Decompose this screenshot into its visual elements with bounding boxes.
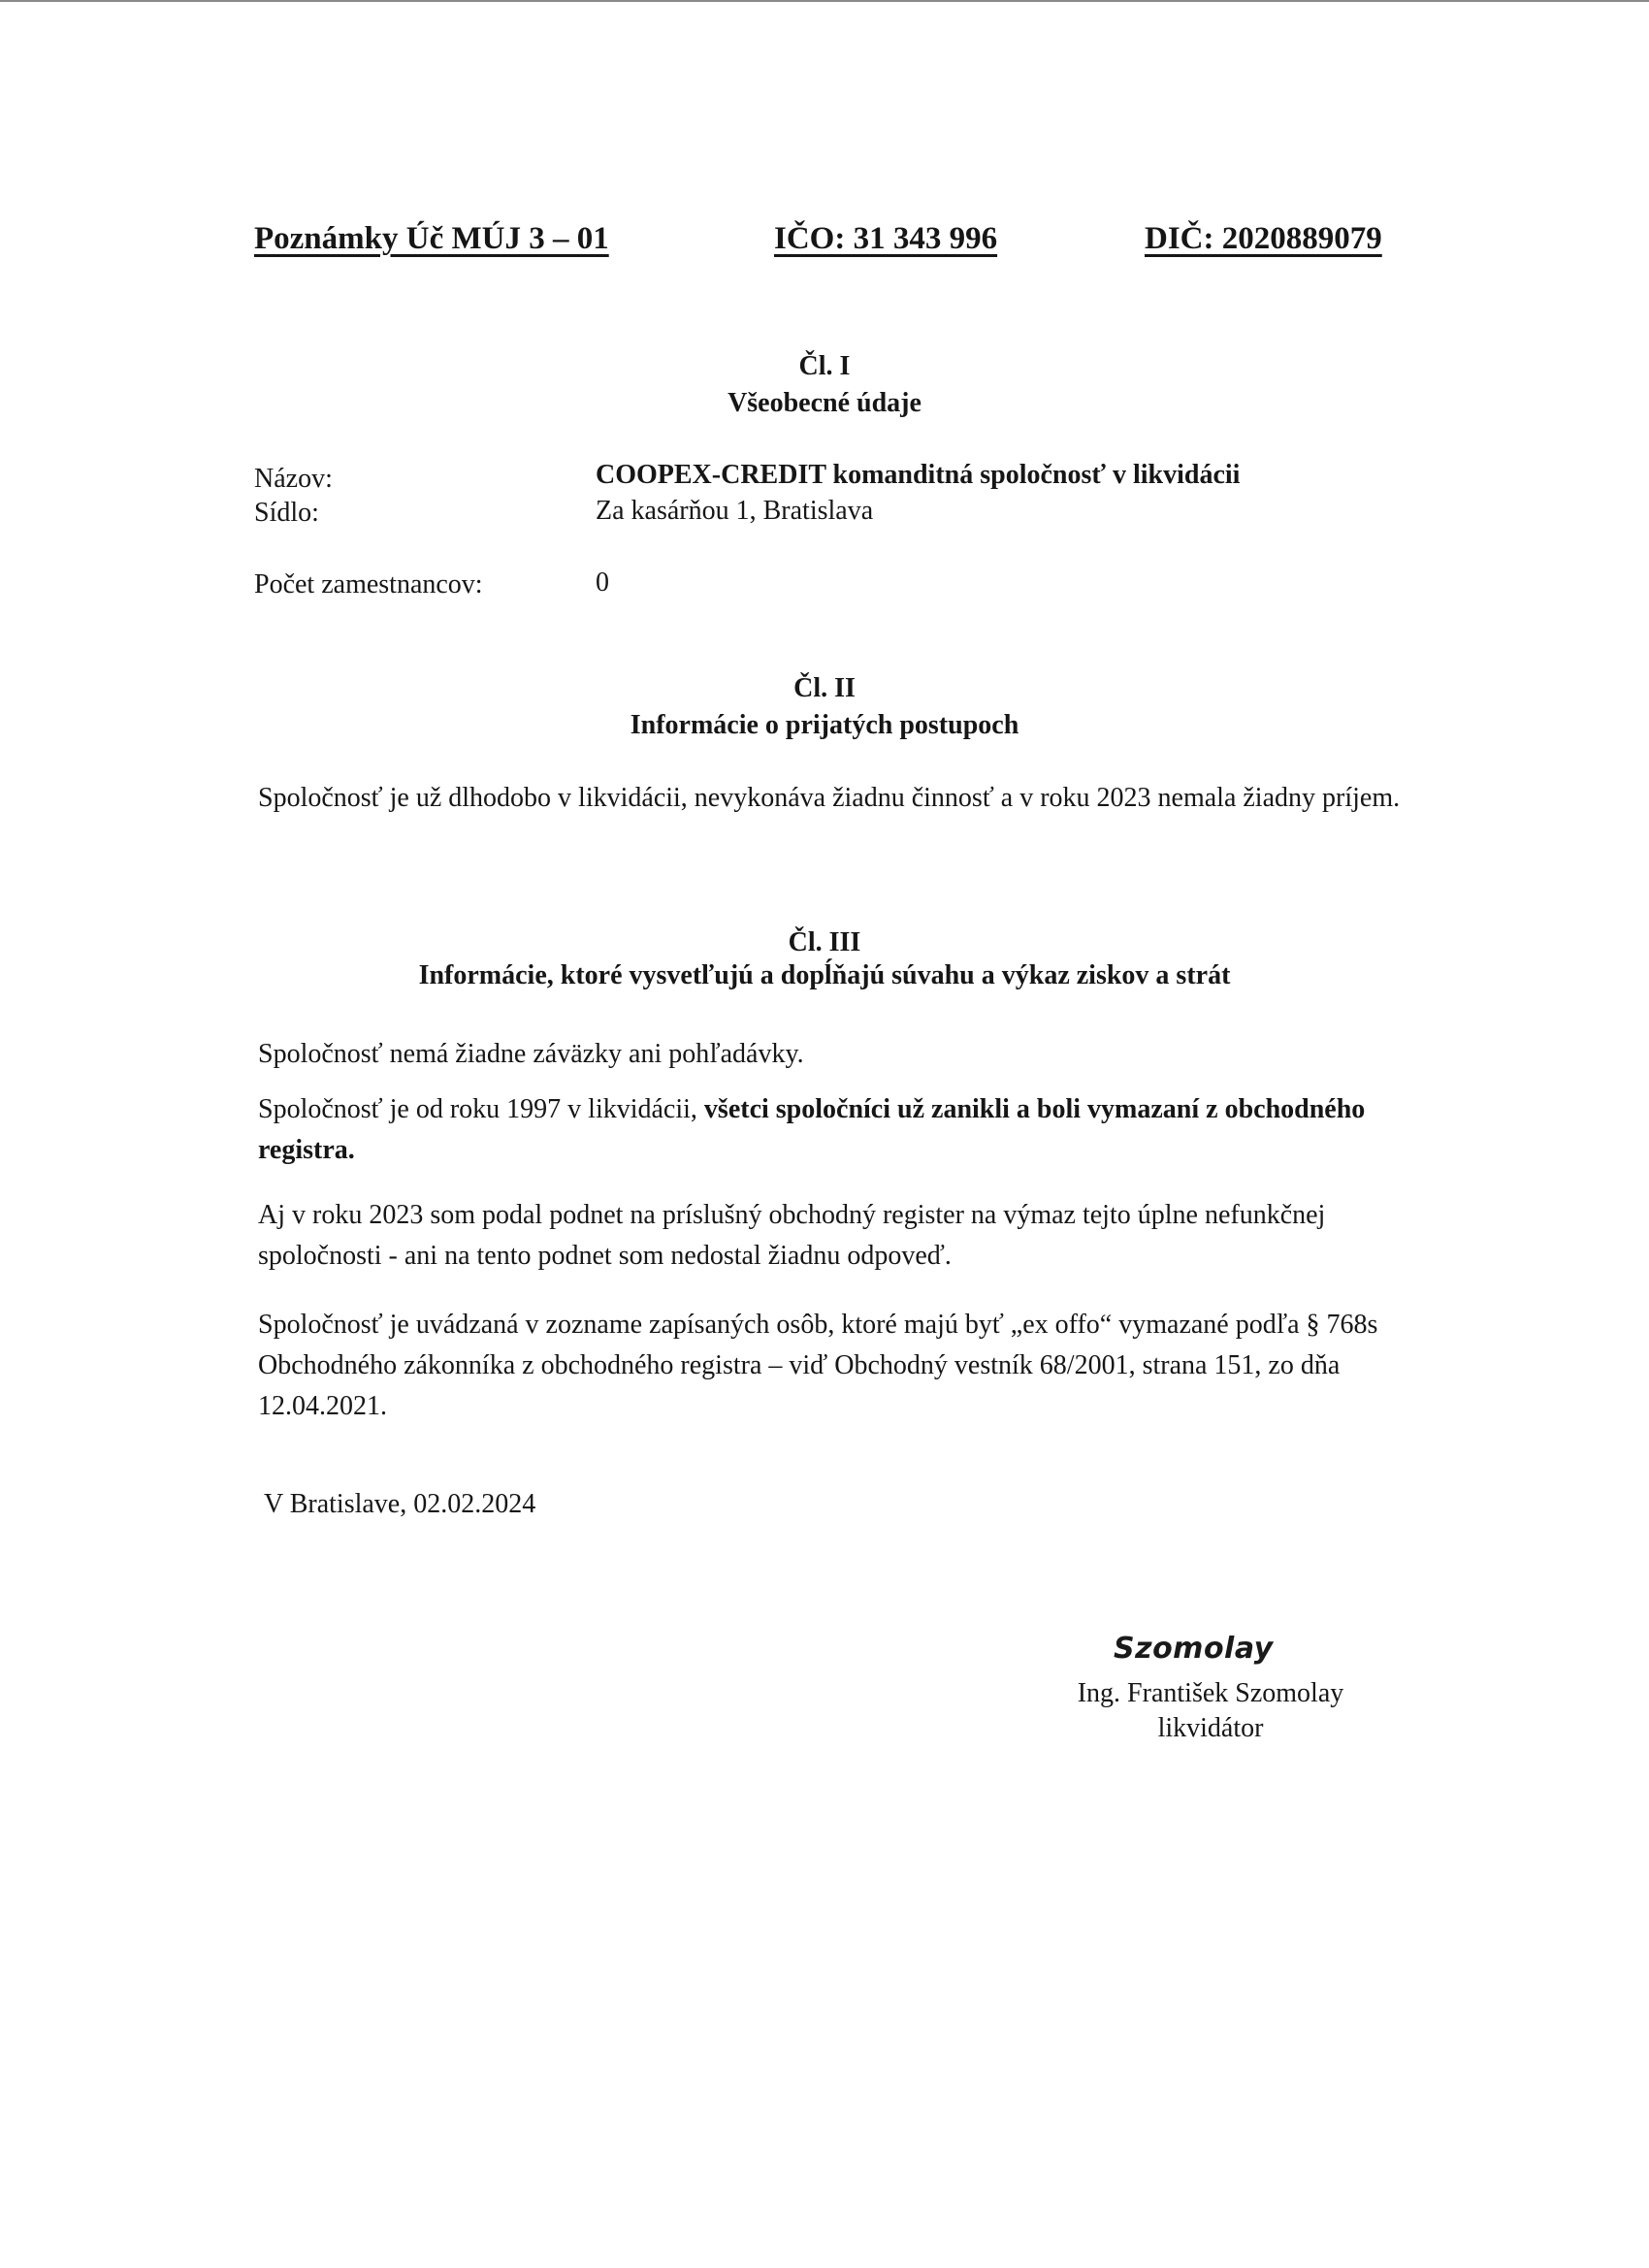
seat-label: Sídlo: [254,498,319,528]
paragraph-2-normal: Spoločnosť je od roku 1997 v likvidácii, [258,1094,704,1124]
section1-number: Čl. I [798,351,851,381]
section3-paragraph-2 [258,1089,1422,1171]
scan-edge-line [0,0,1649,2]
section1-title: Všeobecné údaje [728,388,922,418]
section3-paragraph-4: Spoločnosť je uvádzaná v zozname zapísaných osôb, ktoré majú byť „ex offo“ vymazané podľa § 768s Obchodného zákonníka z obchodného registra – viď Obchodný vestník 68/2001, strana 151, zo dňa 12.04.2021. [258,1310,1378,1421]
notes-heading: Poznámky Úč MÚJ 3 – 01 [254,221,609,256]
place-date: V Bratislave, 02.02.2024 [264,1489,536,1519]
employees-value: 0 [596,567,609,598]
section2-title: Informácie o prijatých postupoch [630,710,1019,740]
section3-number: Čl. III [788,927,861,957]
seat-value: Za kasárňou 1, Bratislava [596,496,874,526]
handwritten-signature: Szomolay [1114,1632,1274,1666]
employees-label: Počet zamestnancov: [254,569,483,599]
section3-title: Informácie, ktoré vysvetľujú a dopĺňajú súvahu a výkaz ziskov a strát [418,960,1231,990]
ico-heading: IČO: 31 343 996 [774,221,998,256]
signer-role: likvidátor [1157,1713,1264,1743]
name-label: Názov: [254,464,333,494]
section3-paragraph-1: Spoločnosť nemá žiadne záväzky ani pohľadávky. [258,1039,804,1069]
signer-name: Ing. František Szomolay [1077,1678,1344,1708]
name-value: COOPEX-CREDIT komanditná spoločnosť v likvidácii [596,460,1241,490]
section2-paragraph: Spoločnosť je už dlhodobo v likvidácii, nevykonáva žiadnu činnosť a v roku 2023 nemala žiadny príjem. [258,783,1401,813]
paragraph-2-bold: všetci spoločníci už zanikli a boli vymazaní z obchodného registra. [258,1094,1366,1165]
dic-heading: DIČ: 2020889079 [1145,221,1382,256]
section2-number: Čl. II [793,673,856,703]
section3-paragraph-3: Aj v roku 2023 som podal podnet na príslušný obchodný register na výmaz tejto úplne nefunkčnej spoločnosti - ani na tento podnet som nedostal žiadnu odpoveď. [258,1200,1326,1271]
